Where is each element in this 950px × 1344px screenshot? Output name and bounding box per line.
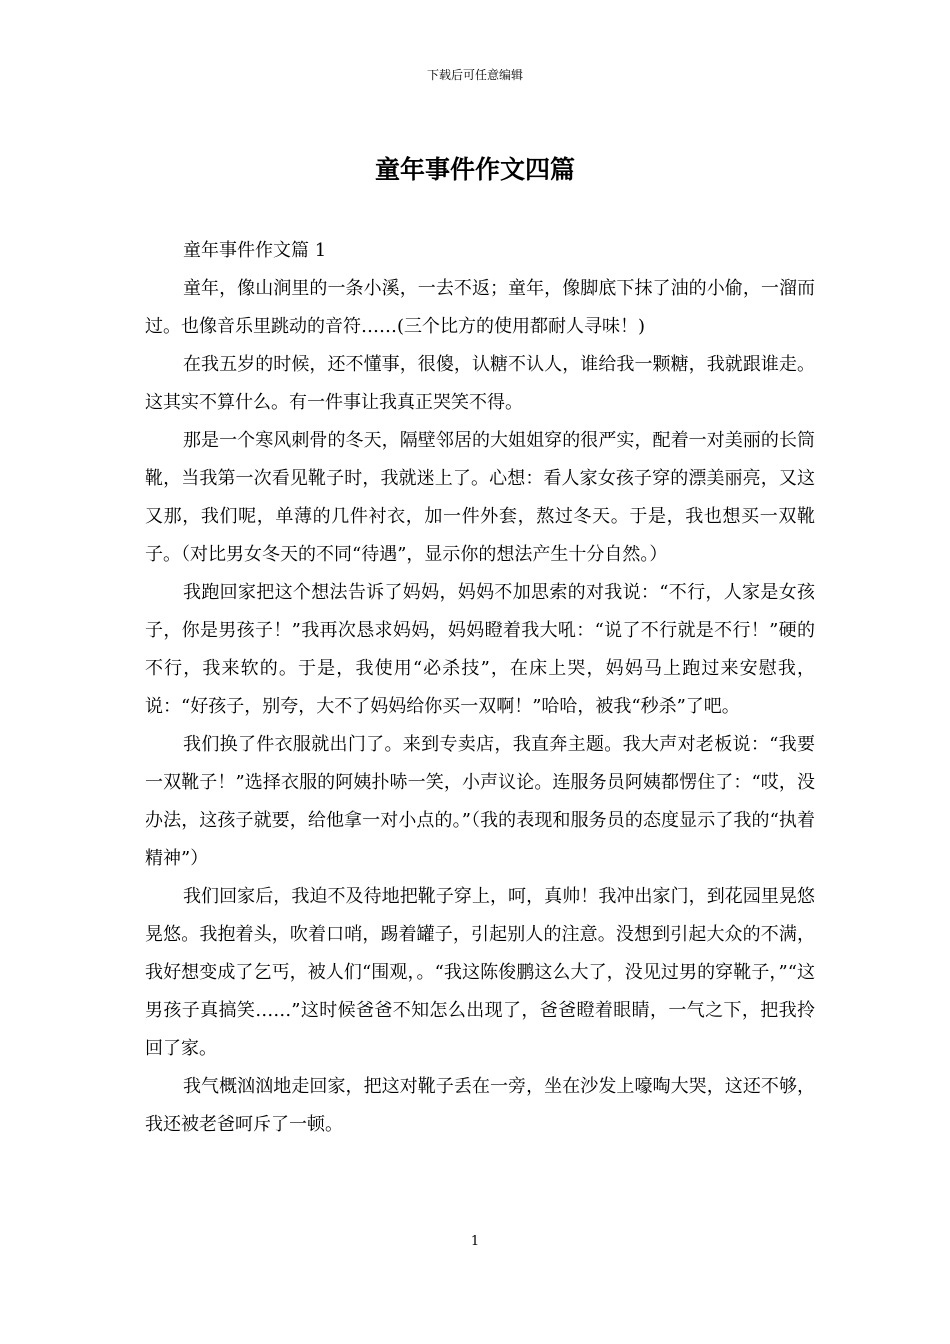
paragraph-7: 我气概汹汹地走回家，把这对靴子丢在一旁，坐在沙发上嚎啕大哭，这还不够，我还被老爸呵斥了一顿。 (145, 1076, 815, 1135)
paragraph-3: 那是一个寒风刺骨的冬天，隔壁邻居的大姐姐穿的很严实，配着一对美丽的长筒靴，当我第一次看见靴子时，我就迷上了。心想：看人家女孩子穿的漂美丽亮，又这又那，我们呢，单薄的几件衬衣，加一件外套，熬过冬天。于是，我也想买一双靴子。（对比男女冬天的不同“待遇”，显示你的想法产生十分自然。） (145, 430, 815, 565)
page-header-note: 下载后可任意编辑 (426, 68, 523, 82)
paragraph-4: 我跑回家把这个想法告诉了妈妈，妈妈不加思索的对我说：“不行，人家是女孩子，你是男孩子！”我再次恳求妈妈，妈妈瞪着我大吼：“说了不行就是不行！”硬的不行，我来软的。于是，我使用“必杀技”，在床上哭，妈妈马上跑过来安慰我，说：“好孩子，别夸，大不了妈妈给你买一双啊！”哈哈，被我“秒杀”了吧。 (145, 582, 815, 717)
section-heading: 童年事件作文篇 1 (183, 240, 327, 261)
page-number: 1 (470, 1234, 480, 1249)
paragraph-5: 我们换了件衣服就出门了。来到专卖店，我直奔主题。我大声对老板说：“我要一双靴子！”选择衣服的阿姨扑哧一笑，小声议论。连服务员阿姨都愣住了：“哎，没办法，这孩子就要，给他拿一对小点的。”（我的表现和服务员的态度显示了我的“执着精神”） (145, 734, 815, 869)
article-body (145, 232, 815, 1144)
paragraph-6: 我们回家后，我迫不及待地把靴子穿上，呵，真帅！我冲出家门，到花园里晃悠晃悠。我抱着头，吹着口哨，踢着罐子，引起别人的注意。没想到引起大众的不满，我好想变成了乞丐，被人们“围观，。“我这陈俊鹏这么大了，没见过男的穿靴子，”“这男孩子真搞笑……”这时候爸爸不知怎么出现了，爸爸瞪着眼睛，一气之下，把我拎回了家。 (145, 886, 815, 1059)
paragraph-2: 在我五岁的时候，还不懂事，很傻，认糖不认人，谁给我一颗糖，我就跟谁走。这其实不算什么。有一件事让我真正哭笑不得。 (145, 354, 815, 413)
document-title: 童年事件作文四篇 (374, 155, 575, 184)
paragraph-1: 童年，像山涧里的一条小溪，一去不返；童年，像脚底下抹了油的小偷，一溜而过。也像音乐里跳动的音符……(三个比方的使用都耐人寻味！) (145, 278, 815, 337)
